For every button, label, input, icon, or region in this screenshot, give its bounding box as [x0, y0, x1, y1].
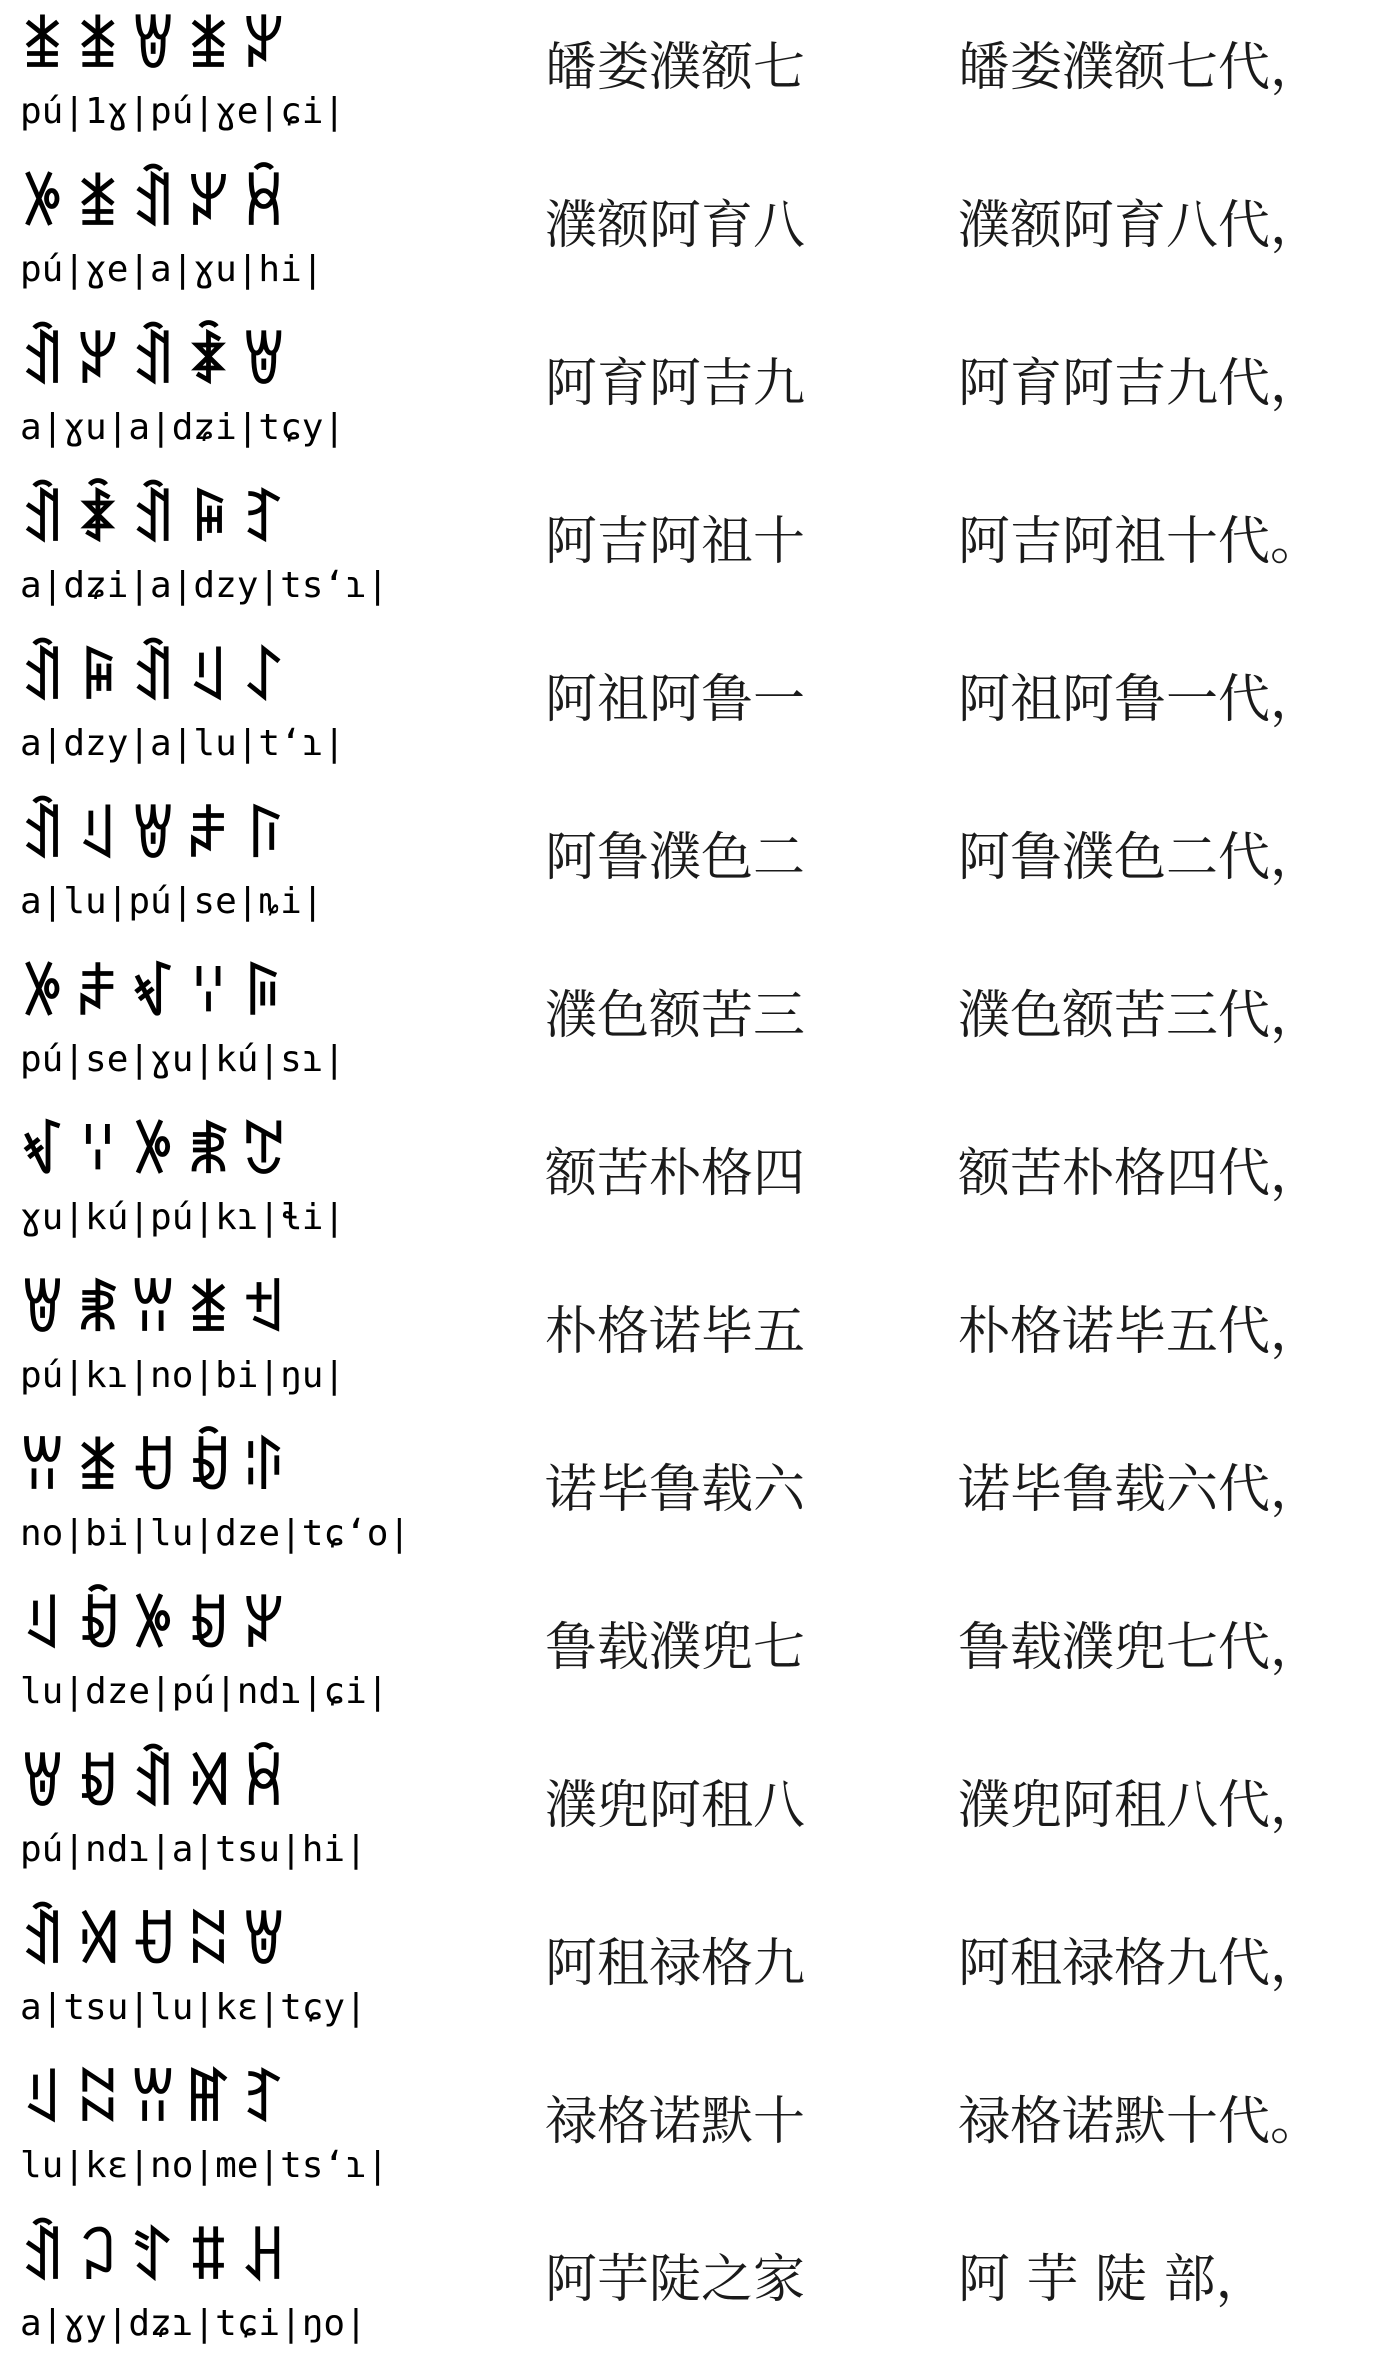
- phonetic-transcription: pú|1ɣ|pú|ɣe|ɕi|: [20, 91, 346, 132]
- translation: 诺毕鲁载六代，: [958, 1460, 1323, 1520]
- yi-script-cell: [10, 2062, 440, 2212]
- word-gloss: 阿吉阿祖十: [545, 512, 806, 572]
- genealogy-row: [0, 1738, 1392, 1896]
- translation: 阿 芋 陡 部，: [958, 2250, 1268, 2310]
- yi-glyphs: ꇐꊆꀕꁧꉬ: [20, 1276, 297, 1344]
- word-gloss: 鲁载濮兜七: [545, 1618, 806, 1678]
- translation: 濮额阿育八代，: [958, 196, 1323, 256]
- phonetic-transcription: lu|kɛ|no|me|tsʻɿ|: [20, 2145, 389, 2186]
- yi-glyphs: ꆹꉆꀕꂵꆈ: [20, 2066, 297, 2134]
- word-gloss: 皤娄濮额七: [545, 38, 806, 98]
- yi-script-cell: [10, 956, 440, 1106]
- word-gloss: 阿祖阿鲁一: [545, 670, 806, 730]
- word-gloss: 阿租禄格九: [545, 1934, 806, 1994]
- genealogy-row: [0, 1264, 1392, 1422]
- genealogy-row: [0, 1896, 1392, 2054]
- word-gloss: 濮额阿育八: [545, 196, 806, 256]
- yi-glyphs: ꀉꏃꀉꄑꇐ: [20, 328, 297, 396]
- phonetic-transcription: a|dʑi|a|dzy|tsʻɿ|: [20, 565, 389, 606]
- genealogy-row: [0, 1106, 1392, 1264]
- translation: 濮兜阿租八代，: [958, 1776, 1323, 1836]
- yi-script-cell: [10, 8, 440, 158]
- yi-glyphs: ꀉꃀꄸꐚꃅ: [20, 2224, 297, 2292]
- yi-script-cell: [10, 640, 440, 790]
- word-gloss: 禄格诺默十: [545, 2092, 806, 2152]
- word-gloss: 阿鲁濮色二: [545, 828, 806, 888]
- phonetic-transcription: pú|ɣe|a|ɣu|hi|: [20, 249, 324, 290]
- word-gloss: 濮兜阿租八: [545, 1776, 806, 1836]
- yi-script-cell: [10, 798, 440, 948]
- yi-script-cell: [10, 1746, 440, 1896]
- phonetic-transcription: ɣu|kú|pú|kɿ|ɬi|: [20, 1197, 346, 1238]
- translation: 阿租禄格九代，: [958, 1934, 1323, 1994]
- word-gloss: 濮色额苦三: [545, 986, 806, 1046]
- yi-script-cell: [10, 1588, 440, 1738]
- phonetic-transcription: a|tsu|lu|kɛ|tɕy|: [20, 1987, 367, 2028]
- genealogy-row: [0, 158, 1392, 316]
- genealogy-row: [0, 2212, 1392, 2370]
- genealogy-row: [0, 316, 1392, 474]
- genealogy-row: [0, 948, 1392, 1106]
- phonetic-transcription: lu|dze|pú|ndɿ|ɕi|: [20, 1671, 389, 1712]
- translation: 阿吉阿祖十代。: [958, 512, 1323, 572]
- yi-glyphs: ꀉꄉꀀꉆꇐ: [20, 1908, 297, 1976]
- yi-script-cell: [10, 324, 440, 474]
- translation: 阿鲁濮色二代，: [958, 828, 1323, 888]
- translation: 朴格诺毕五代，: [958, 1302, 1323, 1362]
- word-gloss: 诺毕鲁载六: [545, 1460, 806, 1520]
- phonetic-transcription: no|bi|lu|dze|tɕʻo|: [20, 1513, 411, 1554]
- yi-glyphs: ꀕꁧꀀꀁꃘ: [20, 1434, 297, 1502]
- genealogy-row: [0, 790, 1392, 948]
- yi-glyphs: ꃴꈌꉼꊆꇖ: [20, 1118, 297, 1186]
- yi-script-cell: [10, 1904, 440, 2054]
- translation: 禄格诺默十代。: [958, 2092, 1323, 2152]
- yi-glyphs: ꁧꁧꇐꁧꏃ: [20, 12, 297, 80]
- translation: 额苦朴格四代，: [958, 1144, 1323, 1204]
- word-gloss: 阿芋陡之家: [545, 2250, 806, 2310]
- phonetic-transcription: a|dzy|a|lu|tʻɿ|: [20, 723, 346, 764]
- genealogy-row: [0, 1580, 1392, 1738]
- translation: 濮色额苦三代，: [958, 986, 1323, 1046]
- phonetic-transcription: pú|kɿ|no|bi|ŋu|: [20, 1355, 346, 1396]
- genealogy-row: [0, 1422, 1392, 1580]
- phonetic-transcription: a|lu|pú|se|ȵi|: [20, 881, 324, 922]
- yi-script-cell: [10, 1114, 440, 1264]
- yi-script-cell: [10, 166, 440, 316]
- genealogy-row: [0, 474, 1392, 632]
- yi-script-cell: [10, 1272, 440, 1422]
- yi-script-cell: [10, 1430, 440, 1580]
- word-gloss: 朴格诺毕五: [545, 1302, 806, 1362]
- word-gloss: 额苦朴格四: [545, 1144, 806, 1204]
- yi-glyphs: ꆹꀁꉼꀂꏃ: [20, 1592, 297, 1660]
- translation: 鲁载濮兜七代，: [958, 1618, 1323, 1678]
- translation: 皤娄濮额七代，: [958, 38, 1323, 98]
- yi-glyphs: ꉼꌧꃴꈌꌕ: [20, 960, 297, 1028]
- phonetic-transcription: a|ɣu|a|dʑi|tɕy|: [20, 407, 346, 448]
- phonetic-transcription: pú|ndɿ|a|tsu|hi|: [20, 1829, 367, 1870]
- translation: 阿祖阿鲁一代，: [958, 670, 1323, 730]
- genealogy-row: [0, 0, 1392, 158]
- translation: 阿育阿吉九代，: [958, 354, 1323, 414]
- genealogy-row: [0, 632, 1392, 790]
- yi-glyphs: ꀉꆹꇐꌧꑍ: [20, 802, 297, 870]
- genealogy-row: [0, 2054, 1392, 2212]
- phonetic-transcription: pú|se|ɣu|kú|sɿ|: [20, 1039, 346, 1080]
- word-gloss: 阿育阿吉九: [545, 354, 806, 414]
- yi-glyphs: ꀉꄑꀉꋦꆈ: [20, 486, 297, 554]
- phonetic-transcription: a|ɣy|dʑɿ|tɕi|ŋo|: [20, 2303, 367, 2344]
- yi-script-cell: [10, 482, 440, 632]
- yi-glyphs: ꇐꀂꀉꄉꃫ: [20, 1750, 297, 1818]
- yi-glyphs: ꉼꁧꀉꏃꃫ: [20, 170, 297, 238]
- yi-script-cell: [10, 2220, 440, 2370]
- yi-glyphs: ꀉꋦꀉꆹꋍ: [20, 644, 297, 712]
